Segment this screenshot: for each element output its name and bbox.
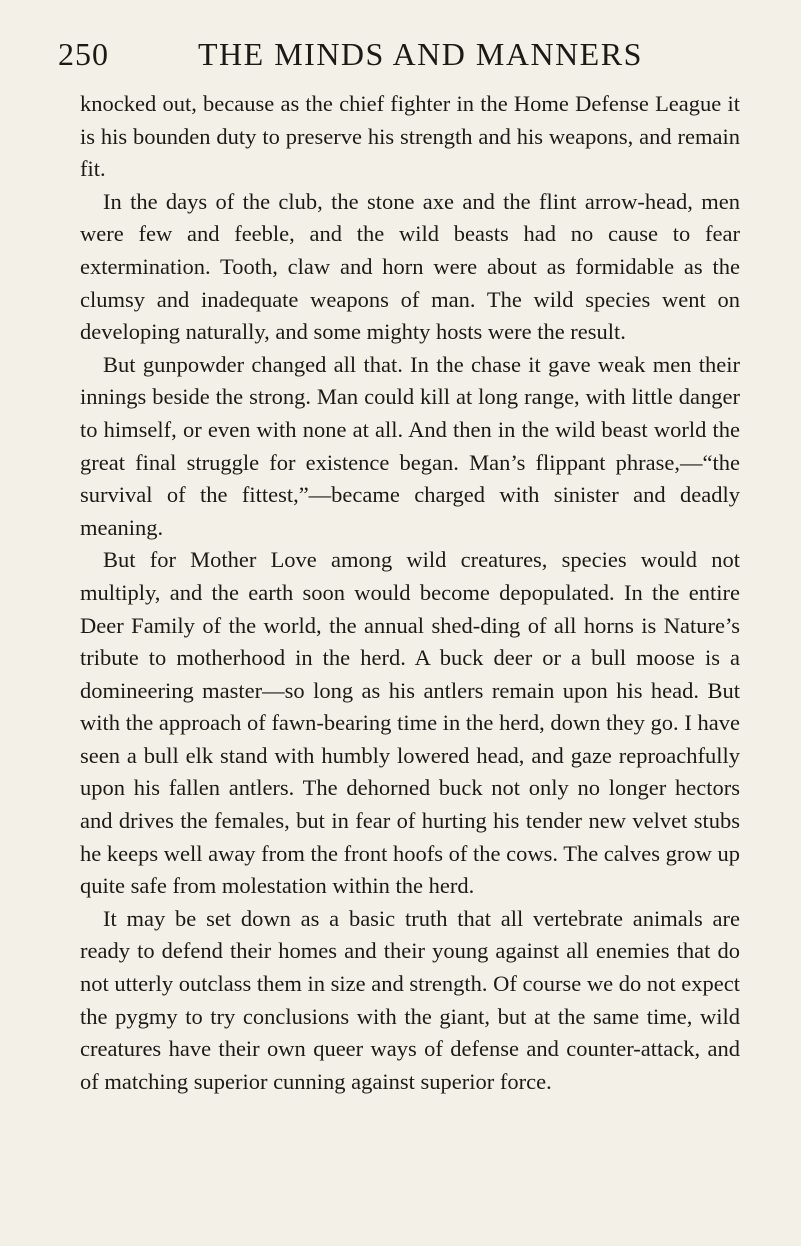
paragraph-gunpowder: But gunpowder changed all that. In the chase it gave weak men their innings beside the strong. Man could kill at long range, with little danger to himself, or even with none at all. And then in the wild beast world the great final struggle for existence began. Man’s flippant phrase,—“the survival of the fittest,”—became charged with sinister and deadly meaning.: [80, 351, 740, 540]
paragraph-basic-truth: It may be set down as a basic truth that all vertebrate animals are ready to defend their homes and their young against all enemies that do not utterly outclass them in size and strength. Of course we do not expect the pygmy to try conclusions with the giant, but at the same time, wild creatures have their own queer ways of defense and counter-attack, and of matching superior cunning against superior force.: [80, 905, 740, 1094]
page-number: 250: [58, 36, 109, 72]
body-text: [80, 88, 740, 1098]
running-head: [58, 36, 743, 78]
paragraph-continuation: knocked out, because as the chief fighter in the Home Defense League it is his bounden duty to preserve his strength and his weapons, and remain fit.: [80, 91, 740, 182]
paragraph-club-era: In the days of the club, the stone axe and the flint arrow-head, men were few and feeble, and the wild beasts had no cause to fear extermination. Tooth, claw and horn were about as formidable as the clumsy and inadequate weapons of man. The wild species went on developing naturally, and some mighty hosts were the result.: [80, 188, 740, 345]
running-title: THE MINDS AND MANNERS: [198, 36, 643, 72]
paragraph-mother-love: But for Mother Love among wild creatures, species would not multiply, and the earth soon would become depopulated. In the entire Deer Family of the world, the annual shed-ding of all horns is Nature’s tribute to motherhood in the herd. A buck deer or a bull moose is a domineering master—so long as his antlers remain upon his head. But with the approach of fawn-bearing time in the herd, down they go. I have seen a bull elk stand with humbly lowered head, and gaze reproachfully upon his fallen antlers. The dehorned buck not only no longer hectors and drives the females, but in fear of hurting his tender new velvet stubs he keeps well away from the front hoofs of the cows. The calves grow up quite safe from molestation within the herd.: [80, 547, 741, 899]
